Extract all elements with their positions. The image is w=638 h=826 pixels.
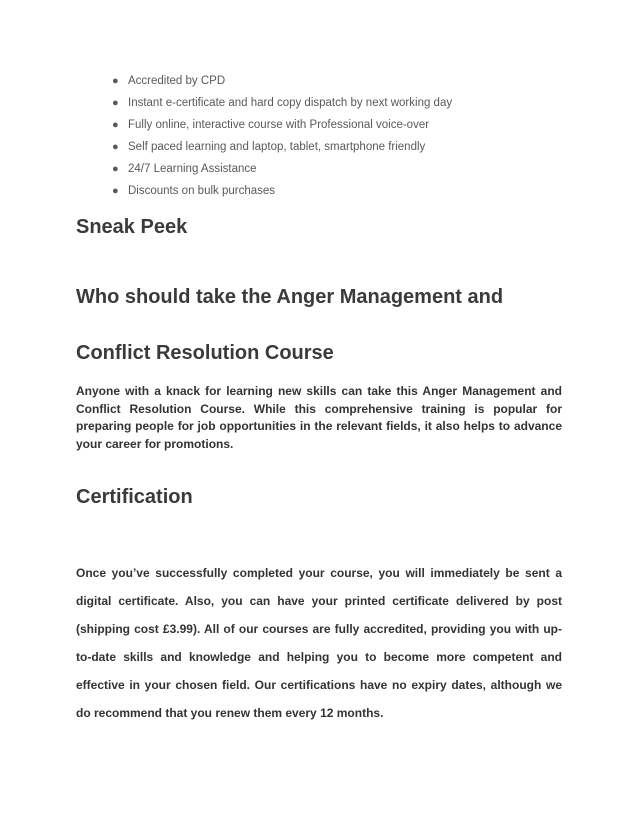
who-should-take-paragraph: Anyone with a knack for learning new skills can take this Anger Management and Conflict Resolution Course. While this comprehensive training is popular for preparing people for job opportunities in the relevant fields, it also helps to advance your career for promotions. <box>76 384 562 451</box>
list-item <box>98 180 558 202</box>
bullet-icon: ● <box>112 75 119 87</box>
list-item-text: Instant e-certificate and hard copy dispatch by next working day <box>128 97 453 109</box>
sneak-peek-heading: Sneak Peek <box>76 216 188 238</box>
bullet-icon: ● <box>112 185 119 197</box>
list-item <box>98 114 558 136</box>
bullet-icon: ● <box>112 163 119 175</box>
list-item <box>98 158 558 180</box>
bullet-icon: ● <box>112 141 119 153</box>
list-item <box>98 92 558 114</box>
who-should-take-heading-line2: Conflict Resolution Course <box>76 342 334 364</box>
who-should-take-heading-line1: Who should take the Anger Management and <box>76 286 504 308</box>
certification-paragraph: Once you’ve successfully completed your course, you will immediately be sent a digital certificate. Also, you can have your printed certificate delivered by post (shipping cost £3.99). All of our courses are fully accredited, providing you with up-to-date skills and knowledge and helping you to become more competent and effective in your chosen field. Our certifications have no expiry dates, although we do recommend that you renew them every 12 months. <box>76 566 562 720</box>
features-list <box>98 70 558 202</box>
bullet-icon: ● <box>112 119 119 131</box>
list-item-text: Fully online, interactive course with Professional voice-over <box>128 119 430 131</box>
list-item-text: Discounts on bulk purchases <box>128 185 276 197</box>
bullet-icon: ● <box>112 97 119 109</box>
list-item-text: Self paced learning and laptop, tablet, smartphone friendly <box>128 141 426 153</box>
list-item-text: 24/7 Learning Assistance <box>128 163 257 175</box>
list-item <box>98 136 558 158</box>
list-item <box>98 70 558 92</box>
list-item-text: Accredited by CPD <box>128 75 226 87</box>
certification-heading: Certification <box>76 486 193 508</box>
